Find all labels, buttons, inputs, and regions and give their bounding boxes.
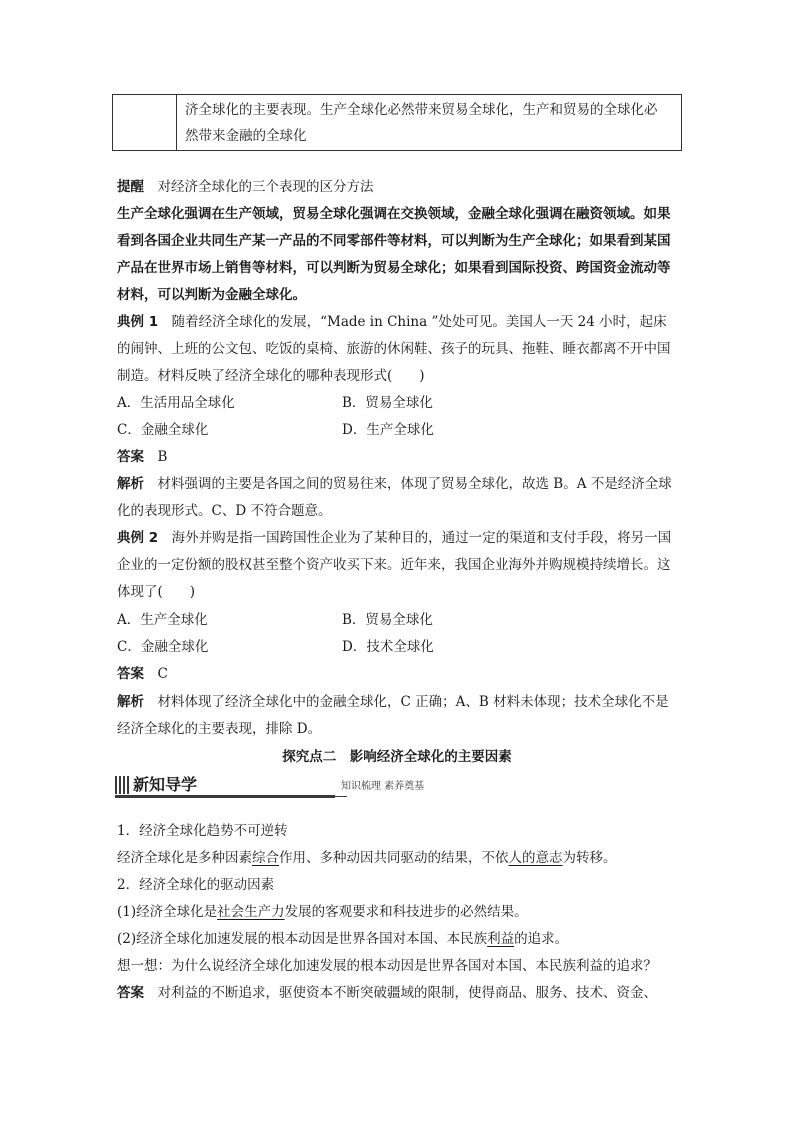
content-heading-2: 2．经济全球化的驱动因素 [117,877,275,893]
section-title: 探究点二 影响经济全球化的主要因素 [282,749,512,765]
example2-analysis-text: 材料体现了经济全球化中的金融全球化，C 正确；A、B 材料未体现；技术全球化不是经济全球化的主要表现，排除 D。 [117,694,669,737]
example2-option-b: B．贸易全球化 [342,612,433,628]
think-question: 想一想：为什么说经济全球化加速发展的根本动因是世界各国对本国、本民族利益的追求？ [117,958,657,974]
p2-underlined-1: 社会生产力 [217,904,285,920]
p2-text-a: (1)经济全球化是 [117,904,218,920]
p3-text-b: 的追求。 [514,931,569,947]
section-banner [115,774,685,798]
content-paragraph-3 [117,926,679,953]
example2-label: 典例 2 [117,530,159,546]
example2-analysis [117,689,679,743]
example2-analysis-label: 解析 [117,694,144,710]
example2-option-c: C．金融全球化 [117,639,209,655]
example2-options-row-2 [117,634,679,661]
content-paragraph-2 [117,899,679,926]
banner-title: 新知导学 [133,775,198,794]
example1-analysis-label: 解析 [117,476,144,492]
p1-underlined-2: 人的意志 [508,850,563,866]
example2-question: 海外并购是指一国跨国性企业为了某种目的，通过一定的渠道和支付手段，将另一国企业的一定份额的股权甚至整个资产收买下来。近年来，我国企业海外并购规模持续增长。这体现了( ) [117,530,672,600]
example1-option-b: B．贸易全球化 [342,395,433,411]
banner-subtitle: 知识梳理 素养奠基 [341,781,425,792]
p1-text-b: 作用、多种动因共同驱动的结果，不依 [279,850,509,866]
p3-text-a: (2)经济全球化加速发展的根本动因是世界各国对本国、本民族 [117,931,488,947]
example1-analysis-text: 材料强调的主要是各国之间的贸易往来，体现了贸易全球化，故选 B。A 不是经济全球化的表现形式。C、D 不符合题意。 [117,476,672,519]
example2-answer-value: C [157,666,168,682]
p1-text-c: 为转移。 [562,850,617,866]
summary-table [112,94,682,151]
example1-answer [117,444,679,471]
example1-options-row-2 [117,417,679,444]
p1-text-a: 经济全球化是多种因素 [117,850,252,866]
tip-body: 生产全球化强调在生产领域，贸易全球化强调在交换领域，金融全球化强调在融资领域。如果看到各国企业共同生产某一产品的不同零部件等材料，可以判断为生产全球化；如果看到某国产品在世界市场上销售等材料，可以判断为贸易全球化；如果看到国际投资、跨国资金流动等材料，可以判断为金融全球化。 [117,206,671,303]
example1-answer-label: 答案 [117,449,144,465]
tip-heading [117,174,679,201]
example1-option-c: C．金融全球化 [117,422,209,438]
example2-answer [117,661,679,688]
example2-option-a: A．生产全球化 [117,612,208,628]
content-paragraph-1 [117,845,679,872]
example1-label: 典例 1 [117,314,159,330]
content-heading-1: 1．经济全球化趋势不可逆转 [117,823,288,839]
tip-title: 对经济全球化的三个表现的区分方法 [157,179,374,195]
example1-option-d: D．生产全球化 [342,422,434,438]
banner-underline [115,795,335,798]
think-answer-text: 对利益的不断追求，驱使资本不断突破疆域的限制，使得商品、服务、技术、资金、 [157,985,657,1001]
p3-underlined-1: 利益 [487,931,515,947]
table-line-2: 然带来金融的全球化 [185,128,307,144]
p2-text-b: 发展的客观要求和科技进步的必然结果。 [284,904,528,920]
p1-underlined-1: 综合 [252,850,279,866]
example1-analysis [117,471,679,525]
example1-option-a: A．生活用品全球化 [117,395,235,411]
table-line-1: 济全球化的主要表现。生产全球化必然带来贸易全球化，生产和贸易的全球化必 [185,102,658,118]
think-answer-label: 答案 [117,985,144,1001]
example2-answer-label: 答案 [117,666,144,682]
table-content-cell [185,97,679,149]
tip-label: 提醒 [117,179,144,195]
banner-stripes-icon [115,776,131,794]
example2-option-d: D．技术全球化 [342,639,434,655]
example2-question-block [117,525,679,606]
example1-question: 随着经济全球化的发展，“Made in China ”处处可见。美国人一天 24 小时，起床的闹钟、上班的公文包、吃饭的桌椅、旅游的休闲鞋、孩子的玩具、拖鞋、睡衣都离不开中国制造。材料反映了经济全球化的哪种表现形式( ) [117,314,671,384]
think-answer [117,980,687,1007]
table-label-cell [113,95,177,150]
banner-thin-line [335,796,347,797]
example1-answer-value: B [157,449,168,465]
example1-options-row-1 [117,390,679,417]
example1-question-block [117,309,679,390]
example2-options-row-1 [117,607,679,634]
